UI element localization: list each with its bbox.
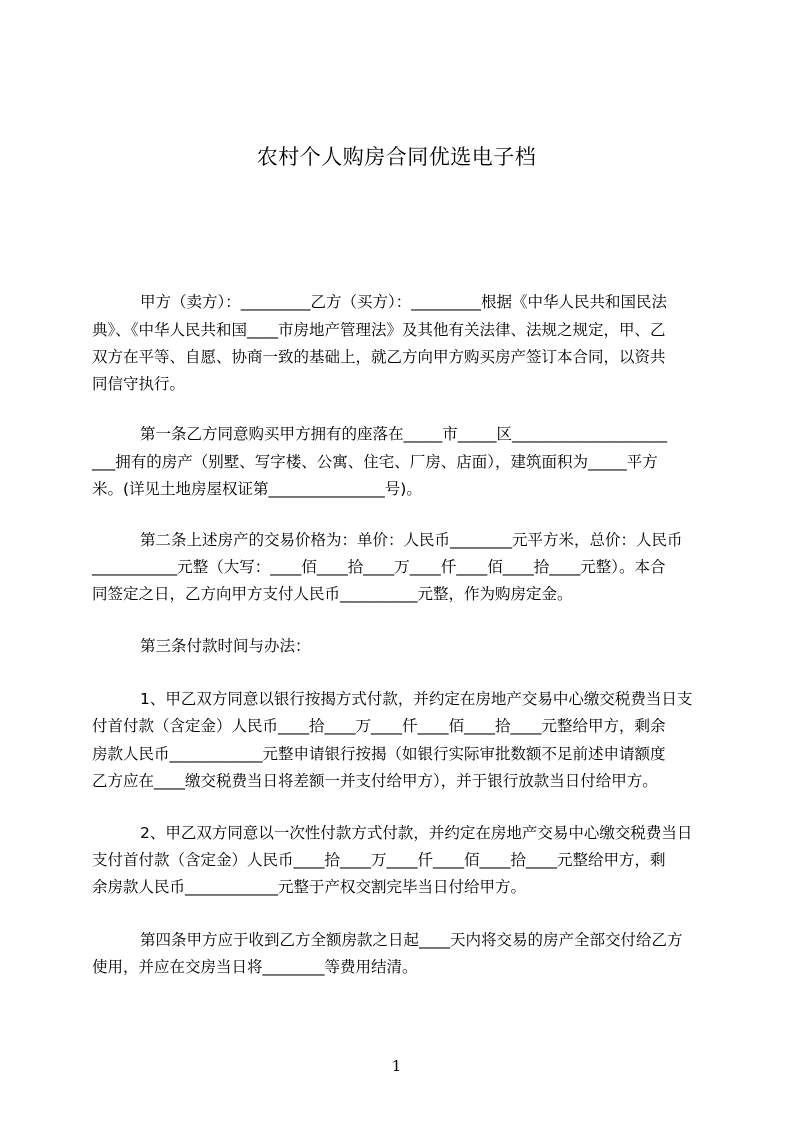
paragraph-7-line-1: 第四条甲方应于收到乙方全额房款之日起____天内将交易的房产全部交付给乙方: [140, 931, 683, 949]
paragraph-6-line-3: 余房款人民币____________元整于产权交割完毕当日付给甲方。: [92, 878, 527, 896]
paragraph-3-line-2: ___________元整（大写：____佰____拾____万____仟____佰____拾____元整）。本合: [92, 558, 666, 576]
paragraph-3-line-3: 同签定之日，乙方向甲方支付人民币__________元整，作为购房定金。: [92, 585, 573, 603]
paragraph-5-line-3: 房款人民币____________元整申请银行按揭（如银行实际审批数额不足前述申请额度: [92, 745, 666, 763]
paragraph-5-line-2: 付首付款（含定金）人民币____拾____万____仟____佰____拾____元整给甲方，剩余: [92, 717, 666, 735]
paragraph-6-line-1: 2、甲乙双方同意以一次性付款方式付款，并约定在房地产交易中心缴交税费当日: [140, 824, 693, 842]
paragraph-2-line-1: 第一条乙方同意购买甲方拥有的座落在_____市_____区____________________: [140, 425, 668, 443]
paragraph-1-line-1: 甲方（卖方）：_________乙方（买方）：_________根据《中华人民共和国民法: [140, 293, 668, 311]
paragraph-6-line-2: 支付首付款（含定金）人民币____拾____万____仟____佰____拾____元整给甲方，剩: [92, 851, 666, 869]
page-number: 1: [391, 1057, 402, 1075]
paragraph-1-line-4: 同信守执行。: [92, 375, 186, 393]
paragraph-2-line-3: 米。(详见土地房屋权证第_______________号)。: [92, 480, 422, 498]
paragraph-7-line-2: 使用，并应在交房当日将________等费用结清。: [92, 958, 418, 976]
paragraph-5-line-4: 乙方应在____缴交税费当日将差额一并支付给甲方），并于银行放款当日付给甲方。: [92, 772, 658, 790]
paragraph-1-line-2: 典》、《中华人民共和国____市房地产管理法》及其他有关法律、法规之规定，甲、乙: [92, 321, 666, 339]
paragraph-4-line-1: 第三条付款时间与办法：: [140, 637, 311, 655]
paragraph-2-line-2: ___拥有的房产（别墅、写字楼、公寓、住宅、厂房、店面），建筑面积为_____平方: [92, 453, 658, 471]
paragraph-5-line-1: 1、甲乙双方同意以银行按揭方式付款，并约定在房地产交易中心缴交税费当日支: [140, 690, 693, 708]
paragraph-1-line-3: 双方在平等、自愿、协商一致的基础上，就乙方向甲方购买房产签订本合同，以资共: [92, 348, 666, 366]
document-title: 农村个人购房合同优选电子档: [256, 145, 537, 169]
paragraph-3-line-1: 第二条上述房产的交易价格为：单价：人民币________元平方米，总价：人民币: [140, 531, 683, 549]
